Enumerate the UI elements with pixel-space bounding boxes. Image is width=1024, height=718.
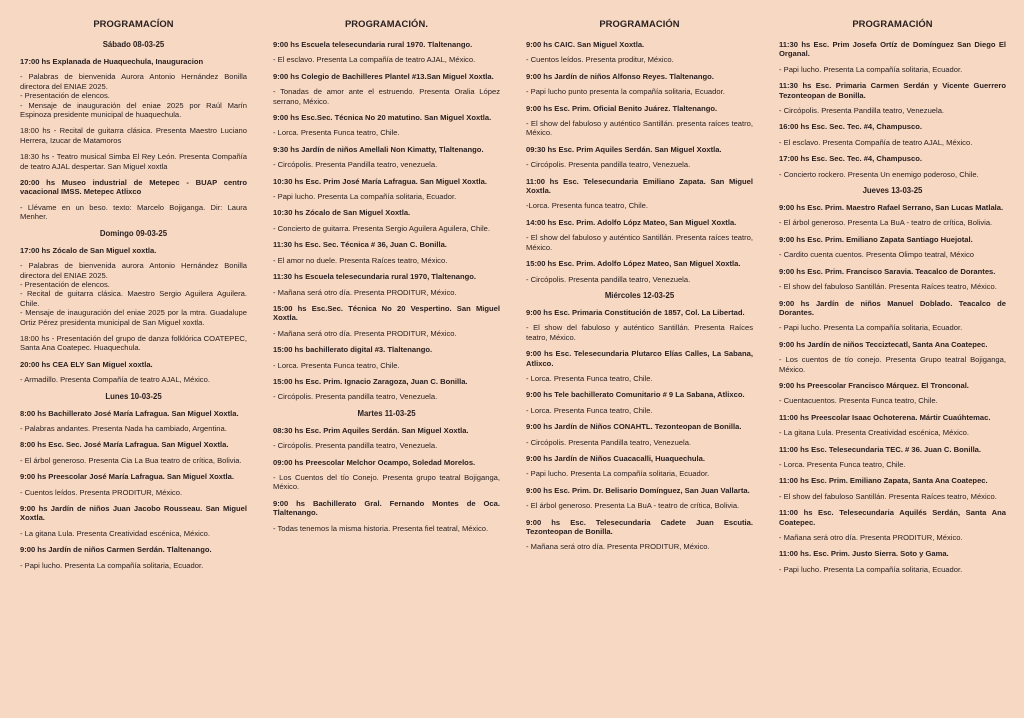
event-venue: 15:00 hs bachillerato digital #3. Tlaltenango. [273, 345, 433, 355]
event-venue: 11:00 hs Esc. Telesecundaria TEC. # 36. Juan C. Bonilla. [779, 444, 982, 454]
event-entry [20, 409, 247, 434]
event-entry [273, 208, 500, 233]
program-column [259, 14, 512, 718]
event-venue: 9:00 hs Jardín de Niños CONAHTL. Tezonteopan de Bonilla. [526, 422, 742, 432]
event-description: -Lorca. Presenta funca teatro, Chile. [526, 201, 648, 211]
event-venue: 17:00 hs Zócalo de San Miguel xoxtla. [20, 245, 157, 255]
day-heading: Sábado 08-03-25 [102, 40, 165, 49]
event-venue: 20:00 hs CEA ELY San Miguel xoxtla. [20, 359, 153, 369]
event-description: - Mañana será otro día. Presenta PRODITUR, México. [273, 287, 457, 297]
event-entry [526, 422, 753, 447]
event-description: - Cuentacuentos. Presenta Funca teatro, Chile. [779, 396, 938, 406]
event-entry [779, 40, 1006, 74]
event-description: - El esclavo. Presenta Compañía de teatro AJAL, México. [779, 137, 973, 147]
event-venue: 09:00 hs Preescolar Melchor Ocampo, Soledad Morelos. [273, 457, 476, 467]
event-description: - Circópolis. Presenta pandilla teatro, Venezuela. [526, 274, 691, 284]
event-entry [20, 126, 247, 145]
event-entry [273, 177, 500, 202]
event-entry [779, 476, 1006, 501]
event-description: - Papi lucho punto presenta la compañía solitaria, Ecuador. [526, 87, 725, 97]
event-description: - Cuentos leídos. Presenta proditur, México. [526, 55, 674, 65]
event-description: - Palabras andantes. Presenta Nada ha cambiado, Argentina. [20, 423, 227, 433]
day-heading: Lunes 10-03-25 [105, 391, 162, 401]
event-entry [779, 122, 1006, 147]
event-description: - El amor no duele. Presenta Raíces teatro, México. [273, 255, 448, 265]
event-venue: 11:30 hs Esc. Primaria Carmen Serdán y Vicente Guerrero Tezonteopan de Bonilla. [779, 81, 1006, 100]
event-venue: 9:00 hs Tele bachillerato Comunitario # 9 La Sabana, Atlixco. [526, 390, 745, 400]
event-description: - Mañana será otro día. Presenta PRODITUR, México. [779, 533, 963, 542]
event-description: - Palabras de bienvenida aurora Antonio Hernández Bonilla directora del ENIAE 2025. [20, 261, 247, 280]
event-entry [20, 440, 247, 465]
event-description: - Circópolis. Presenta Pandilla teatro, Venezuela. [779, 106, 945, 116]
event-entry [526, 218, 753, 252]
event-venue: 11:00 hs Preescolar Isaac Ochoterena. Mártir Cuaúhtemac. [779, 412, 991, 422]
event-venue: 9:00 hs Bachillerato Gral. Fernando Montes de Oca. Tlaltenango. [273, 498, 500, 518]
event-entry [526, 486, 753, 511]
column-title: PROGRAMACIÓN [852, 18, 933, 29]
event-entry [20, 545, 247, 570]
event-entry [273, 345, 500, 370]
day-heading: Miércoles 12-03-25 [604, 290, 675, 300]
event-description: - Papi lucho. Presenta La compañía solitaria, Ecuador. [20, 560, 204, 570]
event-description: - El show del fabuloso Santillán. Presenta Raíces teatro, México. [779, 282, 997, 292]
event-entry [20, 246, 247, 327]
event-entry [779, 508, 1006, 542]
event-description: - Presentación de elencos. [20, 279, 110, 289]
event-description: - Papi lucho. Presenta La compañía solitaria, Ecuador. [779, 323, 963, 333]
event-entry [779, 235, 1006, 260]
event-description: - Llévame en un beso. texto: Marcelo Bojiganga. Dir: Laura Menher. [20, 202, 247, 222]
event-entry [779, 299, 1006, 333]
event-entry [779, 549, 1006, 574]
event-venue: 15:00 hs Esc. Prim. Adolfo López Mateo, San Miguel Xoxtla. [526, 259, 741, 269]
event-entry [779, 154, 1006, 179]
event-venue: 15:00 hs Esc.Sec. Técnica No 20 Vespertino. San Miguel Xoxtla. [273, 303, 500, 323]
event-venue: 11:00 hs Esc. Prim. Emiliano Zapata, Santa Ana Coatepec. [779, 476, 988, 486]
event-description: - Papi lucho. Presenta La compañía solitaria, Ecuador. [779, 64, 963, 74]
event-entry [779, 340, 1006, 374]
event-venue: 20:00 hs Museo industrial de Metepec - BUAP centro vacacional IMSS. Metepec Atlixco [20, 178, 247, 197]
event-venue: 9:00 hs CAIC. San Miguel Xoxtla. [526, 40, 645, 49]
event-description: 18:00 hs - Recital de guitarra clásica. Presenta Maestro Luciano Herrera, Izucar de Matamoros [20, 126, 247, 145]
event-venue: 9:00 hs Esc. Prim. Dr. Belisario Domínguez, San Juan Vallarta. [526, 485, 750, 495]
event-venue: 9:00 hs Esc. Primaria Constitución de 1857, Col. La Libertad. [526, 307, 745, 317]
event-description: - Circópolis. Presenta pandilla teatro, Venezuela. [273, 392, 438, 402]
event-entry [273, 272, 500, 297]
event-description: 18:30 hs - Teatro musical Simba El Rey León. Presenta Compañía de teatro AJAL despertar. San Miguel xoxtla [20, 152, 247, 171]
event-description: - Papi lucho. Presenta La compañía solitaria, Ecuador. [273, 192, 457, 202]
event-venue: 9:00 hs Jardín de niños Manuel Doblado. Teacalco de Dorantes. [779, 298, 1006, 317]
event-venue: 9:00 hs Escuela telesecundaria rural 1970. Tlaltenango. [273, 40, 473, 49]
event-description: - Mañana será otro día. Presenta PRODITUR, México. [273, 328, 457, 338]
event-venue: 9:00 hs Esc. Prim. Oficial Benito Juárez. Tlaltenango. [526, 103, 718, 113]
event-venue: 9:00 hs Preescolar José María Lafragua. San Miguel Xoxtla. [20, 472, 234, 482]
event-description: - Palabras de bienvenida Aurora Antonio Hernández Bonilla directora del ENIAE 2025. [20, 72, 247, 91]
event-entry [526, 349, 753, 383]
event-entry [779, 267, 1006, 292]
event-description: 18:00 hs - Presentación del grupo de danza folklórica COATEPEC, Santa Ana Coatepec. Huaquechula. [20, 333, 247, 353]
event-venue: 11:30 hs Esc. Sec. Técnica # 36, Juan C. Bonilla. [273, 240, 447, 250]
day-heading: Martes 11-03-25 [357, 408, 416, 418]
event-description: - Cardito cuenta cuentos. Presenta Olimpo teatral, México [779, 250, 974, 260]
event-venue: 9:00 hs Jardín de niños Carmen Serdán. Tlaltenango. [20, 545, 212, 555]
event-description: - La gitana Lula. Presenta Creatividad escénica, México. [20, 528, 210, 538]
event-description: - Cuentos leídos. Presenta PRODITUR, México. [20, 487, 183, 497]
event-venue: 16:00 hs Esc. Sec. Tec. #4, Champusco. [779, 122, 922, 132]
event-venue: 17:00 hs Explanada de Huaquechula, Inauguracion [20, 57, 204, 66]
event-entry [273, 304, 500, 338]
event-entry [20, 472, 247, 497]
event-description: - Mensaje de inauguración del eniae 2025 por la mtra. Guadalupe Ortiz Pérez presidenta municipal de San Miguel xoxtla. [20, 308, 247, 327]
event-description: - Todas tenemos la misma historia. Presenta fiel teatral, México. [273, 523, 489, 533]
event-description: - Lorca. Presenta Funca teatro, Chile. [273, 360, 400, 370]
event-description: - Mensaje de inauguración del eniae 2025 por Raúl Marín Espinoza presidente municipal de huaquechula. [20, 100, 247, 120]
event-entry [20, 178, 247, 222]
event-entry [273, 377, 500, 402]
event-entry [273, 145, 500, 170]
event-entry [779, 203, 1006, 228]
event-entry [273, 240, 500, 265]
event-venue: 11:30 hs Escuela telesecundaria rural 1970, Tlaltenango. [273, 272, 477, 282]
column-title: PROGRAMACIÓN. [344, 18, 429, 29]
event-entry [20, 57, 247, 119]
event-description: - Lorca. Presenta Funca teatro, Chile. [526, 405, 653, 415]
event-venue: 10:30 hs Zócalo de San Miguel Xoxtla. [273, 208, 411, 218]
event-description: - Presentación de elencos. [20, 91, 110, 101]
event-description: - Mañana será otro día. Presenta PRODITUR, México. [526, 542, 710, 552]
event-venue: 9:00 hs Jardín de niños Juan Jacobo Rousseau. San Miguel Xoxtla. [20, 504, 247, 523]
event-description: - El árbol generoso. Presenta La BuA - teatro de crítica, Bolivia. [526, 501, 740, 511]
event-venue: 9:00 hs Esc. Telesecundaria Plutarco Elías Calles, La Sabana, Atlixco. [526, 349, 753, 368]
event-description: - El show del fabuloso y auténtico Santillán. presenta raíces teatro, México. [526, 119, 753, 138]
event-description: - Lorca. Presenta Funca teatro, Chile. [526, 373, 653, 383]
day-heading: Domingo 09-03-25 [99, 228, 168, 238]
program-column [765, 14, 1018, 718]
event-entry [526, 145, 753, 170]
event-entry [526, 259, 753, 284]
event-entry [526, 454, 753, 479]
event-entry [779, 413, 1006, 438]
event-venue: 9:00 hs Esc. Prim. Francisco Saravia. Teacalco de Dorantes. [779, 266, 996, 276]
event-venue: 8:00 hs Esc. Sec. José María Lafragua. San Miguel Xoxtla. [20, 440, 229, 450]
event-entry [20, 360, 247, 385]
event-entry [779, 381, 1006, 406]
event-venue: 9:00 hs Jardín de niños Alfonso Reyes. Tlaltenango. [526, 71, 714, 81]
event-description: - El show del fabuloso y auténtico Santillán. Presenta Raíces teatro, México. [526, 323, 753, 342]
event-description: - Papi lucho. Presenta La compañía solitaria, Ecuador. [779, 564, 963, 574]
event-description: - Concierto rockero. Presenta Un enemigo poderoso, Chile. [779, 169, 979, 179]
event-venue: 15:00 hs Esc. Prim. Ignacio Zaragoza, Juan C. Bonilla. [273, 376, 468, 386]
event-entry [526, 177, 753, 211]
event-entry [526, 390, 753, 415]
event-entry [20, 504, 247, 538]
event-description: - El show del fabuloso y auténtico Santillán. Presenta raíces teatro, México. [526, 233, 753, 252]
event-description: - Papi lucho. Presenta La compañía solitaria, Ecuador. [526, 469, 710, 479]
event-entry [273, 426, 500, 451]
event-venue: 08:30 hs Esc. Prim Aquiles Serdán. San Miguel Xoxtla. [273, 425, 469, 435]
event-description: - El show del fabuloso Santillán. Presenta Raíces teatro, México. [779, 491, 997, 501]
event-description: - Lorca. Presenta Funca teatro, Chile. [779, 459, 906, 469]
event-entry [779, 445, 1006, 470]
event-entry [526, 72, 753, 97]
event-description: - Circópolis. Presenta pandilla teatro, Venezuela. [526, 160, 691, 170]
event-description: - Circópolis. Presenta pandilla teatro, Venezuela. [273, 441, 438, 451]
event-venue: 17:00 hs Esc. Sec. Tec. #4, Champusco. [779, 154, 922, 164]
column-title: PROGRAMACÍON [93, 18, 174, 29]
event-description: - Recital de guitarra clásica. Maestro Sergio Aguilera Aguilera. Chile. [20, 289, 247, 308]
event-entry [20, 152, 247, 171]
event-venue: 9:00 hs Esc. Prim. Maestro Rafael Serrano, San Lucas Matlala. [779, 203, 1004, 213]
event-entry [20, 334, 247, 353]
event-entry [273, 499, 500, 533]
event-venue: 09:30 hs Esc. Prim Aquiles Serdán. San Miguel Xoxtla. [526, 144, 722, 154]
event-venue: 9:30 hs Jardín de niños Amellali Non Kimatty, Tlaltenango. [273, 144, 484, 154]
event-description: - Circópolis. Presenta Pandilla teatro, Venezuela. [526, 437, 692, 447]
event-venue: 9:00 hs Esc. Prim. Emiliano Zapata Santiago Huejotal. [779, 234, 973, 244]
column-title: PROGRAMACIÓN [599, 18, 680, 29]
event-description: - La gitana Lula. Presenta Creatividad escénica, México. [779, 428, 969, 438]
event-entry [273, 113, 500, 138]
event-venue: 11:30 hs Esc. Prim Josefa Ortíz de Domínguez San Diego El Organal. [779, 40, 1006, 59]
event-venue: 9:00 hs Esc. Telesecundaria Cadete Juan Escutia. Tezonteopan de Bonilla. [526, 517, 753, 536]
event-venue: 11:00 hs Esc. Telesecundaria Aquilés Serdán, Santa Ana Coatepec. [779, 508, 1006, 527]
event-entry [273, 40, 500, 65]
event-venue: 9:00 hs Esc.Sec. Técnica No 20 matutino. San Miguel Xoxtla. [273, 113, 492, 123]
event-description: - El esclavo. Presenta La compañía de teatro AJAL, México. [273, 55, 476, 65]
event-venue: 9:00 hs Jardín de Niños Cuacacalli, Huaquechula. [526, 453, 705, 463]
event-venue: 11:00 hs. Esc. Prim. Justo Sierra. Soto y Gama. [779, 549, 949, 559]
event-description: - Concierto de guitarra. Presenta Sergio Aguilera Aguilera, Chile. [273, 223, 490, 233]
event-description: - Tonadas de amor ante el estruendo. Presenta Oralia López serrano, México. [273, 87, 500, 106]
event-venue: 8:00 hs Bachillerato José María Lafragua. San Miguel Xoxtla. [20, 408, 239, 418]
event-venue: 9:00 hs Jardín de niños Tecciztecatl, Santa Ana Coatepec. [779, 339, 988, 349]
event-venue: 14:00 hs Esc. Prim. Adolfo Lópz Mateo, San Miguel Xoxtla. [526, 217, 737, 227]
program-column [512, 14, 765, 718]
event-entry [273, 72, 500, 106]
event-venue: 9:00 hs Colegio de Bachilleres Plantel #13.San Miguel Xoxtla. [273, 71, 494, 81]
event-description: - Los cuentos de tío conejo. Presenta Grupo teatral Bojiganga, México. [779, 355, 1006, 374]
event-description: - El árbol generoso. Presenta Cia La Bua teatro de crítica, Bolivia. [20, 455, 242, 465]
day-heading: Jueves 13-03-25 [862, 186, 923, 196]
event-entry [273, 458, 500, 492]
event-description: - Lorca. Presenta Funca teatro, Chile. [273, 128, 400, 138]
event-venue: 10:30 hs Esc. Prim José María Lafragua. San Miguel Xoxtla. [273, 176, 487, 186]
event-entry [526, 104, 753, 138]
program-column [6, 14, 259, 718]
event-description: - Armadillo. Presenta Compañía de teatro AJAL, México. [20, 375, 210, 385]
event-venue: 11:00 hs Esc. Telesecundaria Emiliano Zapata. San Miguel Xoxtla. [526, 176, 753, 196]
event-entry [779, 81, 1006, 115]
event-entry [526, 40, 753, 65]
event-entry [526, 308, 753, 342]
event-description: - Circópolis. Presenta Pandilla teatro, venezuela. [273, 160, 438, 170]
event-entry [526, 518, 753, 552]
event-venue: 9:00 hs Preescolar Francisco Márquez. El Tronconal. [779, 380, 969, 390]
event-description: - El árbol generoso. Presenta La BuA - teatro de crítica, Bolivia. [779, 218, 993, 228]
event-description: - Los Cuentos del tío Conejo. Presenta grupo teatral Bojiganga, México. [273, 472, 500, 492]
